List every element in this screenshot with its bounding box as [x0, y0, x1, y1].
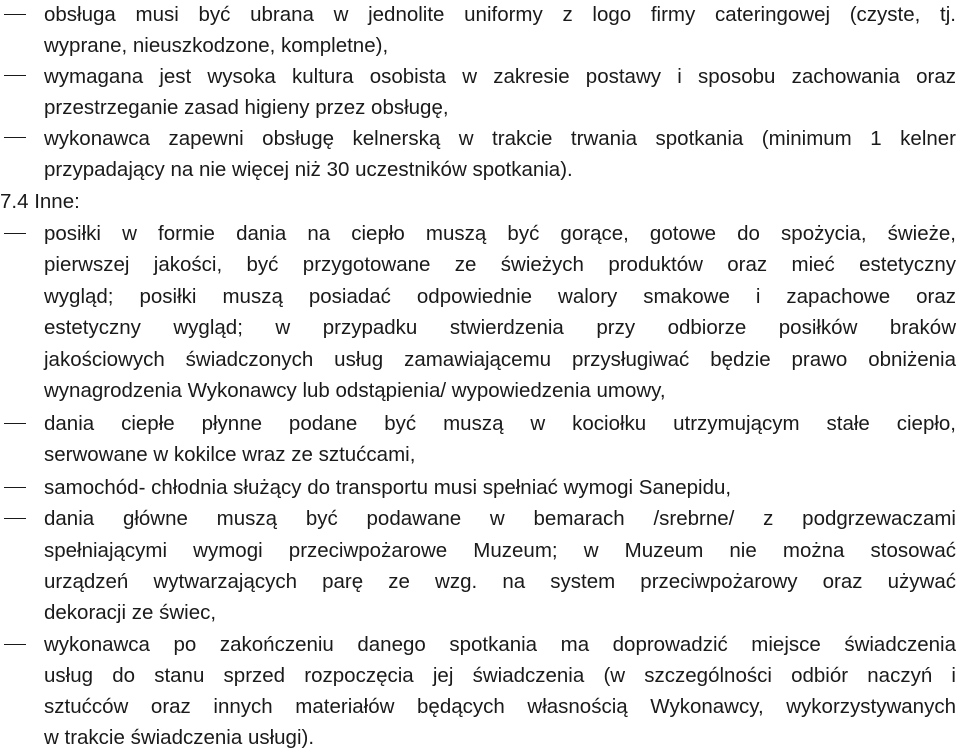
text-line: wykonawca po zakończeniu danego spotkania ma doprowadzić miejsce świadczenia — [44, 633, 956, 656]
bullet-dash — [4, 487, 26, 488]
text-line: wynagrodzenia Wykonawcy lub odstąpienia/ wypowiedzenia umowy, — [44, 379, 666, 402]
text-line: estetyczny wygląd; w przypadku stwierdzenia przy odbiorze posiłków braków — [44, 316, 956, 339]
text-line: samochód- chłodnia służący do transportu musi spełniać wymogi Sanepidu, — [44, 476, 732, 499]
text-line: sztućców oraz innych materiałów będących własnością Wykonawcy, wykorzystywanych — [44, 695, 956, 718]
text-line: przestrzeganie zasad higieny przez obsługę, — [44, 96, 449, 119]
text-line: serwowane w kokilce wraz ze sztućcami, — [44, 443, 416, 466]
text-line: dania ciepłe płynne podane być muszą w kociołku utrzymującym stałe ciepło, — [44, 412, 956, 435]
section-heading: 7.4 Inne: — [0, 190, 80, 213]
bullet-dash — [4, 233, 26, 234]
text-line: w trakcie świadczenia usługi). — [44, 726, 315, 749]
text-line: dania główne muszą być podawane w bemarach /srebrne/ z podgrzewaczami — [44, 507, 956, 530]
text-line: przypadający na nie więcej niż 30 uczestników spotkania). — [44, 158, 573, 181]
text-line: jakościowych świadczonych usług zamawiającemu przysługiwać będzie prawo obniżenia — [44, 348, 956, 371]
text-line: dekoracji ze świec, — [44, 601, 217, 624]
bullet-dash — [4, 137, 26, 138]
text-line: wyprane, nieuszkodzone, kompletne), — [44, 34, 389, 57]
text-line: wygląd; posiłki muszą posiadać odpowiednie walory smakowe i zapachowe oraz — [44, 285, 956, 308]
bullet-dash — [4, 644, 26, 645]
bullet-dash — [4, 75, 26, 76]
text-line: wymagana jest wysoka kultura osobista w zakresie postawy i sposobu zachowania oraz — [44, 65, 956, 88]
text-line: posiłki w formie dania na ciepło muszą być gorące, gotowe do spożycia, świeże, — [44, 222, 956, 245]
bullet-dash — [4, 14, 26, 15]
text-line: usług do stanu sprzed rozpoczęcia jej świadczenia (w szczególności odbiór naczyń i — [44, 664, 956, 687]
text-line: pierwszej jakości, być przygotowane ze świeżych produktów oraz mieć estetyczny — [44, 253, 956, 276]
text-line: spełniającymi wymogi przeciwpożarowe Muzeum; w Muzeum nie można stosować — [44, 539, 956, 562]
text-line: urządzeń wytwarzających parę ze wzg. na system przeciwpożarowy oraz używać — [44, 570, 956, 593]
bullet-dash — [4, 518, 26, 519]
text-line: wykonawca zapewni obsługę kelnerską w trakcie trwania spotkania (minimum 1 kelner — [44, 127, 956, 150]
bullet-dash — [4, 423, 26, 424]
text-line: obsługa musi być ubrana w jednolite uniformy z logo firmy cateringowej (czyste, tj. — [44, 3, 956, 26]
